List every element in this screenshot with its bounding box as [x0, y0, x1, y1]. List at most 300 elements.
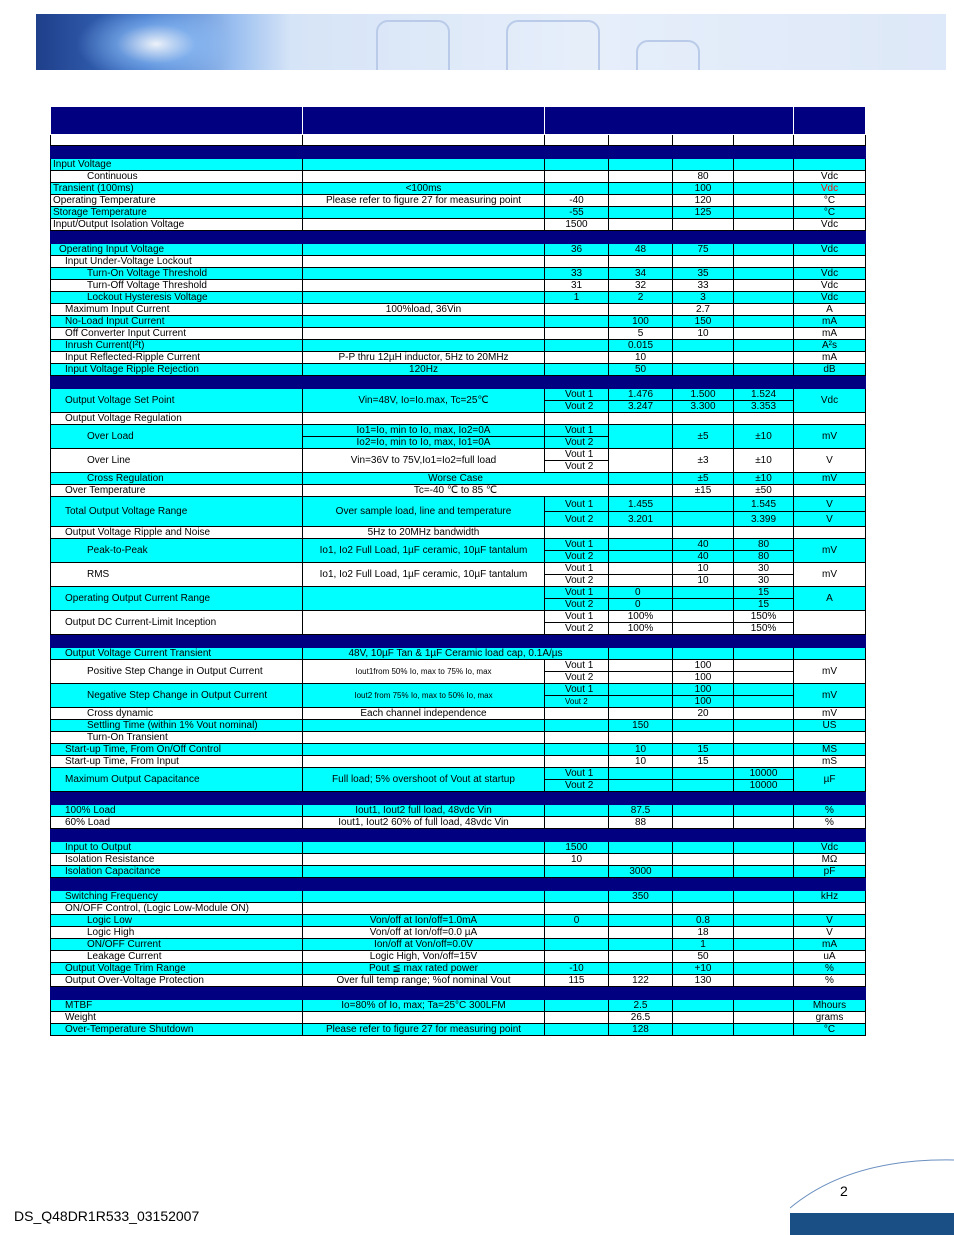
table-cell: Worse Case: [303, 473, 609, 485]
empty-cell: [673, 878, 734, 891]
table-cell: 1: [673, 939, 734, 951]
empty-cell: [545, 135, 609, 146]
table-cell: Vin=36V to 75V,Io1=Io2=full load: [303, 449, 545, 473]
empty-cell: [734, 708, 794, 720]
empty-cell: [545, 1012, 609, 1024]
table-row: [51, 587, 866, 599]
empty-cell: [734, 939, 794, 951]
table-cell: 122: [609, 975, 673, 987]
table-cell: Vout 2: [545, 623, 609, 635]
banner-shape: [376, 20, 450, 70]
table-cell: 0.8: [673, 915, 734, 927]
empty-cell: [734, 135, 794, 146]
empty-cell: [609, 939, 673, 951]
empty-cell: [303, 171, 545, 183]
table-cell: 10: [673, 575, 734, 587]
table-row: [51, 648, 866, 660]
empty-cell: [734, 219, 794, 231]
table-cell: Iout1, Iout2 full load, 48vdc Vin: [303, 805, 545, 817]
table-cell: Vout 1: [545, 768, 609, 780]
table-cell: 0: [609, 587, 673, 599]
empty-cell: [673, 611, 734, 623]
table-cell: 33: [673, 280, 734, 292]
table-cell: 30: [734, 575, 794, 587]
table-cell: 48: [609, 244, 673, 256]
table-cell: Io=80% of Io, max; Ta=25°C 300LFM: [303, 1000, 545, 1012]
empty-cell: [734, 903, 794, 915]
table-cell: P-P thru 12µH inductor, 5Hz to 20MHz: [303, 352, 545, 364]
table-cell: 40: [673, 551, 734, 563]
empty-cell: [794, 527, 866, 539]
empty-cell: [734, 805, 794, 817]
table-cell: Cross dynamic: [51, 708, 303, 720]
table-cell: Vout 1: [545, 684, 609, 696]
table-row: [51, 939, 866, 951]
table-cell: Von/off at Ion/off=0.0 µA: [303, 927, 545, 939]
empty-cell: [609, 135, 673, 146]
table-cell: 31: [545, 280, 609, 292]
empty-cell: [51, 829, 303, 842]
table-cell: Weight: [51, 1012, 303, 1024]
table-cell: Over-Temperature Shutdown: [51, 1024, 303, 1036]
table-row: [51, 352, 866, 364]
empty-cell: [734, 413, 794, 425]
banner-shape: [506, 20, 600, 70]
table-cell: mV: [794, 660, 866, 684]
empty-cell: [734, 146, 794, 159]
table-cell: Io1=Io, min to Io, max, Io2=0A: [303, 425, 545, 437]
empty-cell: [673, 256, 734, 268]
empty-cell: [794, 376, 866, 389]
section-bar: [51, 376, 866, 389]
empty-cell: [609, 684, 673, 696]
empty-cell: [734, 975, 794, 987]
table-cell: A²s: [794, 340, 866, 352]
table-row: [51, 449, 866, 461]
table-cell: Vdc: [794, 268, 866, 280]
table-cell: Total Output Voltage Range: [51, 497, 303, 527]
empty-cell: [609, 539, 673, 551]
table-cell: Switching Frequency: [51, 891, 303, 903]
table-cell: Vout 1: [545, 449, 609, 461]
table-cell: V: [794, 915, 866, 927]
table-cell: Io1, Io2 Full Load, 1µF ceramic, 10µF tantalum: [303, 563, 545, 587]
table-cell: Isolation Capacitance: [51, 866, 303, 878]
empty-cell: [303, 340, 545, 352]
table-cell: Operating Output Current Range: [51, 587, 303, 611]
table-cell: 1.500: [673, 389, 734, 401]
empty-cell: [794, 611, 866, 635]
table-cell: mV: [794, 473, 866, 485]
table-row: [51, 340, 866, 352]
empty-cell: [545, 376, 609, 389]
empty-cell: [673, 987, 734, 1000]
table-cell: 150: [673, 316, 734, 328]
empty-cell: [673, 376, 734, 389]
table-cell: <100ms: [303, 183, 545, 195]
table-cell: MS: [794, 744, 866, 756]
table-cell: ±15: [673, 485, 734, 497]
empty-cell: [609, 963, 673, 975]
table-cell: Full load; 5% overshoot of Vout at startup: [303, 768, 545, 792]
empty-cell: [673, 527, 734, 539]
table-cell: Output Voltage Regulation: [51, 413, 303, 425]
empty-cell: [303, 720, 545, 732]
empty-cell: [303, 587, 545, 611]
empty-cell: [609, 792, 673, 805]
table-cell: Vdc: [794, 280, 866, 292]
table-cell: Vin=48V, Io=Io.max, Tc=25℃: [303, 389, 545, 413]
empty-cell: [545, 927, 609, 939]
table-cell: mV: [794, 563, 866, 587]
table-cell: 100%: [609, 611, 673, 623]
table-row: [51, 684, 866, 696]
table-row: [51, 256, 866, 268]
table-cell: 10: [609, 352, 673, 364]
table-cell: mA: [794, 316, 866, 328]
empty-cell: [734, 987, 794, 1000]
empty-cell: [673, 512, 734, 527]
empty-cell: [545, 878, 609, 891]
empty-cell: [545, 183, 609, 195]
table-cell: 1.545: [734, 497, 794, 512]
table-cell: °C: [794, 207, 866, 219]
table-row: [51, 292, 866, 304]
empty-cell: [609, 159, 673, 171]
table-cell: mV: [794, 539, 866, 563]
section-bar: [51, 878, 866, 891]
empty-cell: [609, 696, 673, 708]
empty-cell: [673, 231, 734, 244]
header-cell: [51, 107, 303, 135]
empty-cell: [794, 648, 866, 660]
table-row: [51, 328, 866, 340]
table-cell: 100: [673, 660, 734, 672]
doc-id: DS_Q48DR1R533_03152007: [14, 1208, 200, 1224]
table-cell: Output DC Current-Limit Inception: [51, 611, 303, 635]
empty-cell: [673, 829, 734, 842]
empty-cell: [303, 854, 545, 866]
table-cell: 40: [673, 539, 734, 551]
table-cell: Over Temperature: [51, 485, 303, 497]
table-row: [51, 927, 866, 939]
table-cell: pF: [794, 866, 866, 878]
table-cell: mV: [794, 425, 866, 449]
empty-cell: [545, 756, 609, 768]
table-row: [51, 1024, 866, 1036]
table-cell: mS: [794, 756, 866, 768]
table-cell: %: [794, 817, 866, 829]
empty-cell: [734, 527, 794, 539]
table-cell: ON/OFF Control, (Logic Low-Module ON): [51, 903, 303, 915]
table-cell: %: [794, 975, 866, 987]
empty-cell: [734, 195, 794, 207]
table-cell: grams: [794, 1012, 866, 1024]
banner-shape: [636, 40, 700, 70]
table-cell: Input Reflected-Ripple Current: [51, 352, 303, 364]
empty-cell: [734, 684, 794, 696]
empty-cell: [734, 328, 794, 340]
table-cell: Vout 2: [545, 401, 609, 413]
table-cell: 10: [609, 756, 673, 768]
empty-cell: [609, 987, 673, 1000]
table-cell: Vout 2: [545, 575, 609, 587]
table-cell: Io1, Io2 Full Load, 1µF ceramic, 10µF tantalum: [303, 539, 545, 563]
table-cell: 3.247: [609, 401, 673, 413]
table-cell: Vout 2: [545, 512, 609, 527]
table-cell: 100%load, 36Vin: [303, 304, 545, 316]
page-number: 2: [840, 1183, 848, 1199]
table-cell: 125: [673, 207, 734, 219]
table-row: [51, 316, 866, 328]
table-row: [51, 389, 866, 401]
empty-cell: [609, 219, 673, 231]
table-cell: Vout 2: [545, 696, 609, 708]
empty-cell: [51, 376, 303, 389]
table-cell: 0.015: [609, 340, 673, 352]
table-cell: 150%: [734, 611, 794, 623]
table-cell: Cross Regulation: [51, 473, 303, 485]
empty-cell: [545, 316, 609, 328]
table-cell: Input Voltage Ripple Rejection: [51, 364, 303, 376]
table-cell: Vdc: [794, 244, 866, 256]
empty-cell: [673, 1000, 734, 1012]
table-cell: 20: [673, 708, 734, 720]
section-bar: [51, 792, 866, 805]
empty-cell: [303, 842, 545, 854]
empty-cell: [545, 635, 609, 648]
empty-cell: [794, 159, 866, 171]
empty-cell: [673, 599, 734, 611]
corner-curve: [790, 1158, 954, 1213]
table-cell: Vout 1: [545, 611, 609, 623]
table-cell: 48V, 10µF Tan & 1µF Ceramic load cap, 0.1A/µs: [303, 648, 609, 660]
empty-cell: [303, 207, 545, 219]
empty-cell: [609, 878, 673, 891]
table-cell: 10: [673, 563, 734, 575]
table-cell: Please refer to figure 27 for measuring point: [303, 1024, 545, 1036]
empty-cell: [609, 951, 673, 963]
empty-cell: [734, 635, 794, 648]
table-row: [51, 304, 866, 316]
table-cell: Vdc: [794, 183, 866, 195]
table-cell: V: [794, 927, 866, 939]
empty-cell: [734, 732, 794, 744]
empty-cell: [734, 817, 794, 829]
table-row: [51, 268, 866, 280]
empty-cell: [303, 413, 545, 425]
banner-glow: [76, 14, 236, 70]
table-cell: Please refer to figure 27 for measuring point: [303, 195, 545, 207]
table-cell: 1500: [545, 219, 609, 231]
empty-cell: [673, 340, 734, 352]
table-cell: Maximum Input Current: [51, 304, 303, 316]
table-cell: 60% Load: [51, 817, 303, 829]
empty-cell: [303, 146, 545, 159]
table-row: [51, 413, 866, 425]
empty-cell: [303, 732, 545, 744]
empty-cell: [51, 792, 303, 805]
table-cell: A: [794, 587, 866, 611]
empty-cell: [545, 951, 609, 963]
empty-cell: [794, 485, 866, 497]
empty-cell: [673, 903, 734, 915]
table-row: [51, 244, 866, 256]
table-cell: 100%: [609, 623, 673, 635]
empty-cell: [303, 891, 545, 903]
table-cell: Continuous: [51, 171, 303, 183]
empty-cell: [51, 987, 303, 1000]
empty-cell: [794, 231, 866, 244]
table-cell: Vout 2: [545, 551, 609, 563]
empty-cell: [545, 891, 609, 903]
table-row: [51, 854, 866, 866]
table-cell: Pout ≦ max rated power: [303, 963, 545, 975]
table-cell: 15: [673, 756, 734, 768]
table-cell: °C: [794, 1024, 866, 1036]
table-cell: 15: [734, 587, 794, 599]
empty-cell: [673, 635, 734, 648]
empty-cell: [673, 648, 734, 660]
table-cell: 3.300: [673, 401, 734, 413]
table-cell: 15: [734, 599, 794, 611]
empty-cell: [734, 854, 794, 866]
empty-cell: [673, 792, 734, 805]
table-cell: Input to Output: [51, 842, 303, 854]
table-cell: ±10: [734, 425, 794, 449]
empty-cell: [609, 146, 673, 159]
empty-cell: [51, 635, 303, 648]
empty-cell: [734, 304, 794, 316]
table-cell: 3000: [609, 866, 673, 878]
table-cell: Vout 1: [545, 563, 609, 575]
empty-cell: [734, 696, 794, 708]
empty-cell: [734, 340, 794, 352]
table-cell: Transient (100ms): [51, 183, 303, 195]
empty-cell: [794, 413, 866, 425]
empty-cell: [545, 328, 609, 340]
empty-cell: [673, 768, 734, 780]
table-cell: 3.353: [734, 401, 794, 413]
empty-cell: [734, 672, 794, 684]
table-row: [51, 1000, 866, 1012]
table-row: [51, 183, 866, 195]
table-cell: 150%: [734, 623, 794, 635]
empty-cell: [609, 485, 673, 497]
empty-cell: [545, 171, 609, 183]
table-cell: 0: [545, 915, 609, 927]
table-row: [51, 425, 866, 437]
table-cell: 1.455: [609, 497, 673, 512]
empty-cell: [545, 413, 609, 425]
empty-cell: [734, 1000, 794, 1012]
table-cell: mA: [794, 939, 866, 951]
empty-cell: [794, 903, 866, 915]
table-cell: Vout 2: [545, 461, 609, 473]
empty-cell: [734, 891, 794, 903]
table-cell: Turn-On Voltage Threshold: [51, 268, 303, 280]
empty-cell: [545, 939, 609, 951]
table-cell: 87.5: [609, 805, 673, 817]
empty-cell: [609, 648, 673, 660]
empty-cell: [734, 256, 794, 268]
empty-cell: [303, 611, 545, 635]
table-cell: Vout 1: [545, 660, 609, 672]
table-cell: Input Under-Voltage Lockout: [51, 256, 303, 268]
empty-cell: [734, 171, 794, 183]
empty-cell: [794, 256, 866, 268]
empty-cell: [303, 1012, 545, 1024]
empty-cell: [609, 660, 673, 672]
empty-cell: [794, 792, 866, 805]
table-cell: 100% Load: [51, 805, 303, 817]
empty-cell: [609, 563, 673, 575]
table-cell: Maximum Output Capacitance: [51, 768, 303, 792]
table-cell: Off Converter Input Current: [51, 328, 303, 340]
table-cell: ±10: [734, 473, 794, 485]
empty-cell: [545, 817, 609, 829]
table-cell: 80: [734, 539, 794, 551]
table-cell: Vdc: [794, 842, 866, 854]
table-cell: 2.7: [673, 304, 734, 316]
empty-cell: [609, 854, 673, 866]
table-cell: 100: [673, 672, 734, 684]
empty-cell: [545, 146, 609, 159]
empty-cell: [734, 268, 794, 280]
table-cell: ON/OFF Current: [51, 939, 303, 951]
table-cell: Over full temp range; %of nominal Vout: [303, 975, 545, 987]
table-cell: Vdc: [794, 389, 866, 413]
table-cell: Output Voltage Trim Range: [51, 963, 303, 975]
empty-cell: [673, 135, 734, 146]
table-row: [51, 817, 866, 829]
section-bar: [51, 231, 866, 244]
table-row: [51, 485, 866, 497]
table-cell: Vout 1: [545, 539, 609, 551]
empty-cell: [734, 183, 794, 195]
table-cell: 35: [673, 268, 734, 280]
table-cell: Vout 1: [545, 497, 609, 512]
table-cell: No-Load Input Current: [51, 316, 303, 328]
table-cell: 34: [609, 268, 673, 280]
table-row: [51, 280, 866, 292]
empty-cell: [609, 449, 673, 473]
empty-cell: [303, 159, 545, 171]
empty-cell: [609, 635, 673, 648]
empty-cell: [673, 497, 734, 512]
table-cell: 5Hz to 20MHz bandwidth: [303, 527, 545, 539]
empty-cell: [303, 292, 545, 304]
empty-cell: [734, 376, 794, 389]
table-cell: V: [794, 449, 866, 473]
empty-cell: [545, 732, 609, 744]
empty-cell: [673, 352, 734, 364]
empty-cell: [545, 720, 609, 732]
table-cell: 10000: [734, 780, 794, 792]
empty-cell: [303, 328, 545, 340]
empty-cell: [609, 231, 673, 244]
table-cell: 80: [734, 551, 794, 563]
table-cell: 15: [673, 744, 734, 756]
empty-cell: [545, 1000, 609, 1012]
empty-cell: [609, 829, 673, 842]
table-cell: 100: [673, 183, 734, 195]
table-cell: Logic High, Von/off=15V: [303, 951, 545, 963]
table-cell: -40: [545, 195, 609, 207]
empty-cell: [303, 866, 545, 878]
empty-cell: [673, 891, 734, 903]
empty-cell: [303, 316, 545, 328]
